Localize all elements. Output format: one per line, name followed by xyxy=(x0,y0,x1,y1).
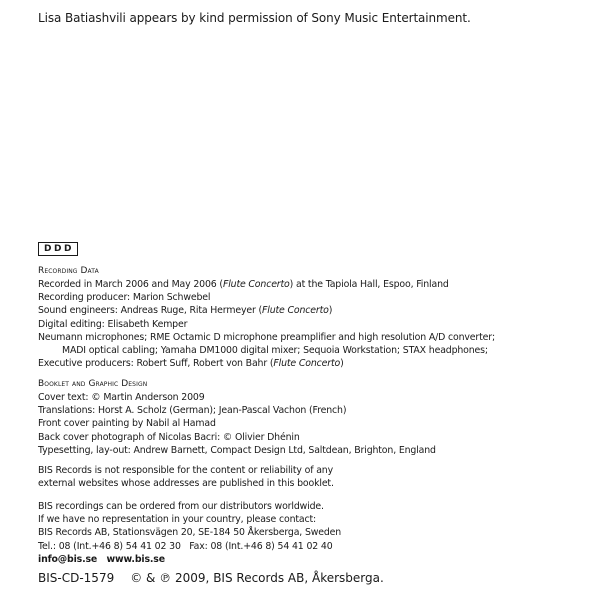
back-cover-credit: Back cover photograph of Nicolas Bacri: © Olivier Dhénin xyxy=(38,431,300,443)
address: BIS Records AB, Stationsvägen 20, SE-184 50 Åkersberga, Sweden xyxy=(38,527,342,539)
executive-producers: Executive producers: Robert Suff, Robert von Bahr (Flute Concerto) xyxy=(38,358,344,370)
equipment: Neumann microphones; RME Octamic D microphone preamplifier and high resolution A/D converter; xyxy=(38,331,495,343)
disclaimer-line: BIS Records is not responsible for the content or reliability of any xyxy=(38,465,333,476)
footer xyxy=(38,571,384,585)
website-link[interactable]: www.bis.se xyxy=(106,553,165,565)
cover-text: Cover text: © Martin Anderson 2009 xyxy=(38,392,205,403)
booklet-section xyxy=(38,378,578,457)
recording-date-line: Recorded in March 2006 and May 2006 (Flute Concerto) at the Tapiola Hall, Espoo, Finland xyxy=(38,279,449,290)
recording-data-section xyxy=(38,265,578,370)
recording-data-heading: Recording Data xyxy=(38,266,99,276)
front-cover-credit: Front cover painting by Nabil al Hamad xyxy=(38,418,216,430)
ddd-logo: DDD xyxy=(38,242,78,256)
translations: Translations: Horst A. Scholz (German); Jean-Pascal Vachon (French) xyxy=(38,405,347,417)
phone-fax: Tel.: 08 (Int.+46 8) 54 41 02 30 Fax: 08 (Int.+46 8) 54 41 02 40 xyxy=(38,540,333,552)
equipment-continued: MADI optical cabling; Yamaha DM1000 digital mixer; Sequoia Workstation; STAX headphones; xyxy=(62,345,488,357)
disclaimer-line: external websites whose addresses are published in this booklet. xyxy=(38,478,334,490)
permission-note: Lisa Batiashvili appears by kind permission of Sony Music Entertainment. xyxy=(38,11,471,25)
recording-producer: Recording producer: Marion Schwebel xyxy=(38,292,211,304)
contact-links xyxy=(38,553,578,566)
catalog-number: BIS-CD-1579 xyxy=(38,571,115,585)
copyright-notice: © & ℗ 2009, BIS Records AB, Åkersberga. xyxy=(130,571,384,585)
typesetting-credit: Typesetting, lay-out: Andrew Barnett, Compact Design Ltd, Saltdean, Brighton, England xyxy=(38,444,436,456)
email-link[interactable]: info@bis.se xyxy=(38,553,98,565)
ordering-info xyxy=(38,500,578,566)
sound-engineers: Sound engineers: Andreas Ruge, Rita Hermeyer (Flute Concerto) xyxy=(38,305,333,317)
ordering-line: If we have no representation in your country, please contact: xyxy=(38,514,317,526)
ordering-line: BIS recordings can be ordered from our distributors worldwide. xyxy=(38,501,324,512)
disclaimer xyxy=(38,464,578,490)
booklet-heading: Booklet and Graphic Design xyxy=(38,379,148,389)
digital-editing: Digital editing: Elisabeth Kemper xyxy=(38,318,188,330)
